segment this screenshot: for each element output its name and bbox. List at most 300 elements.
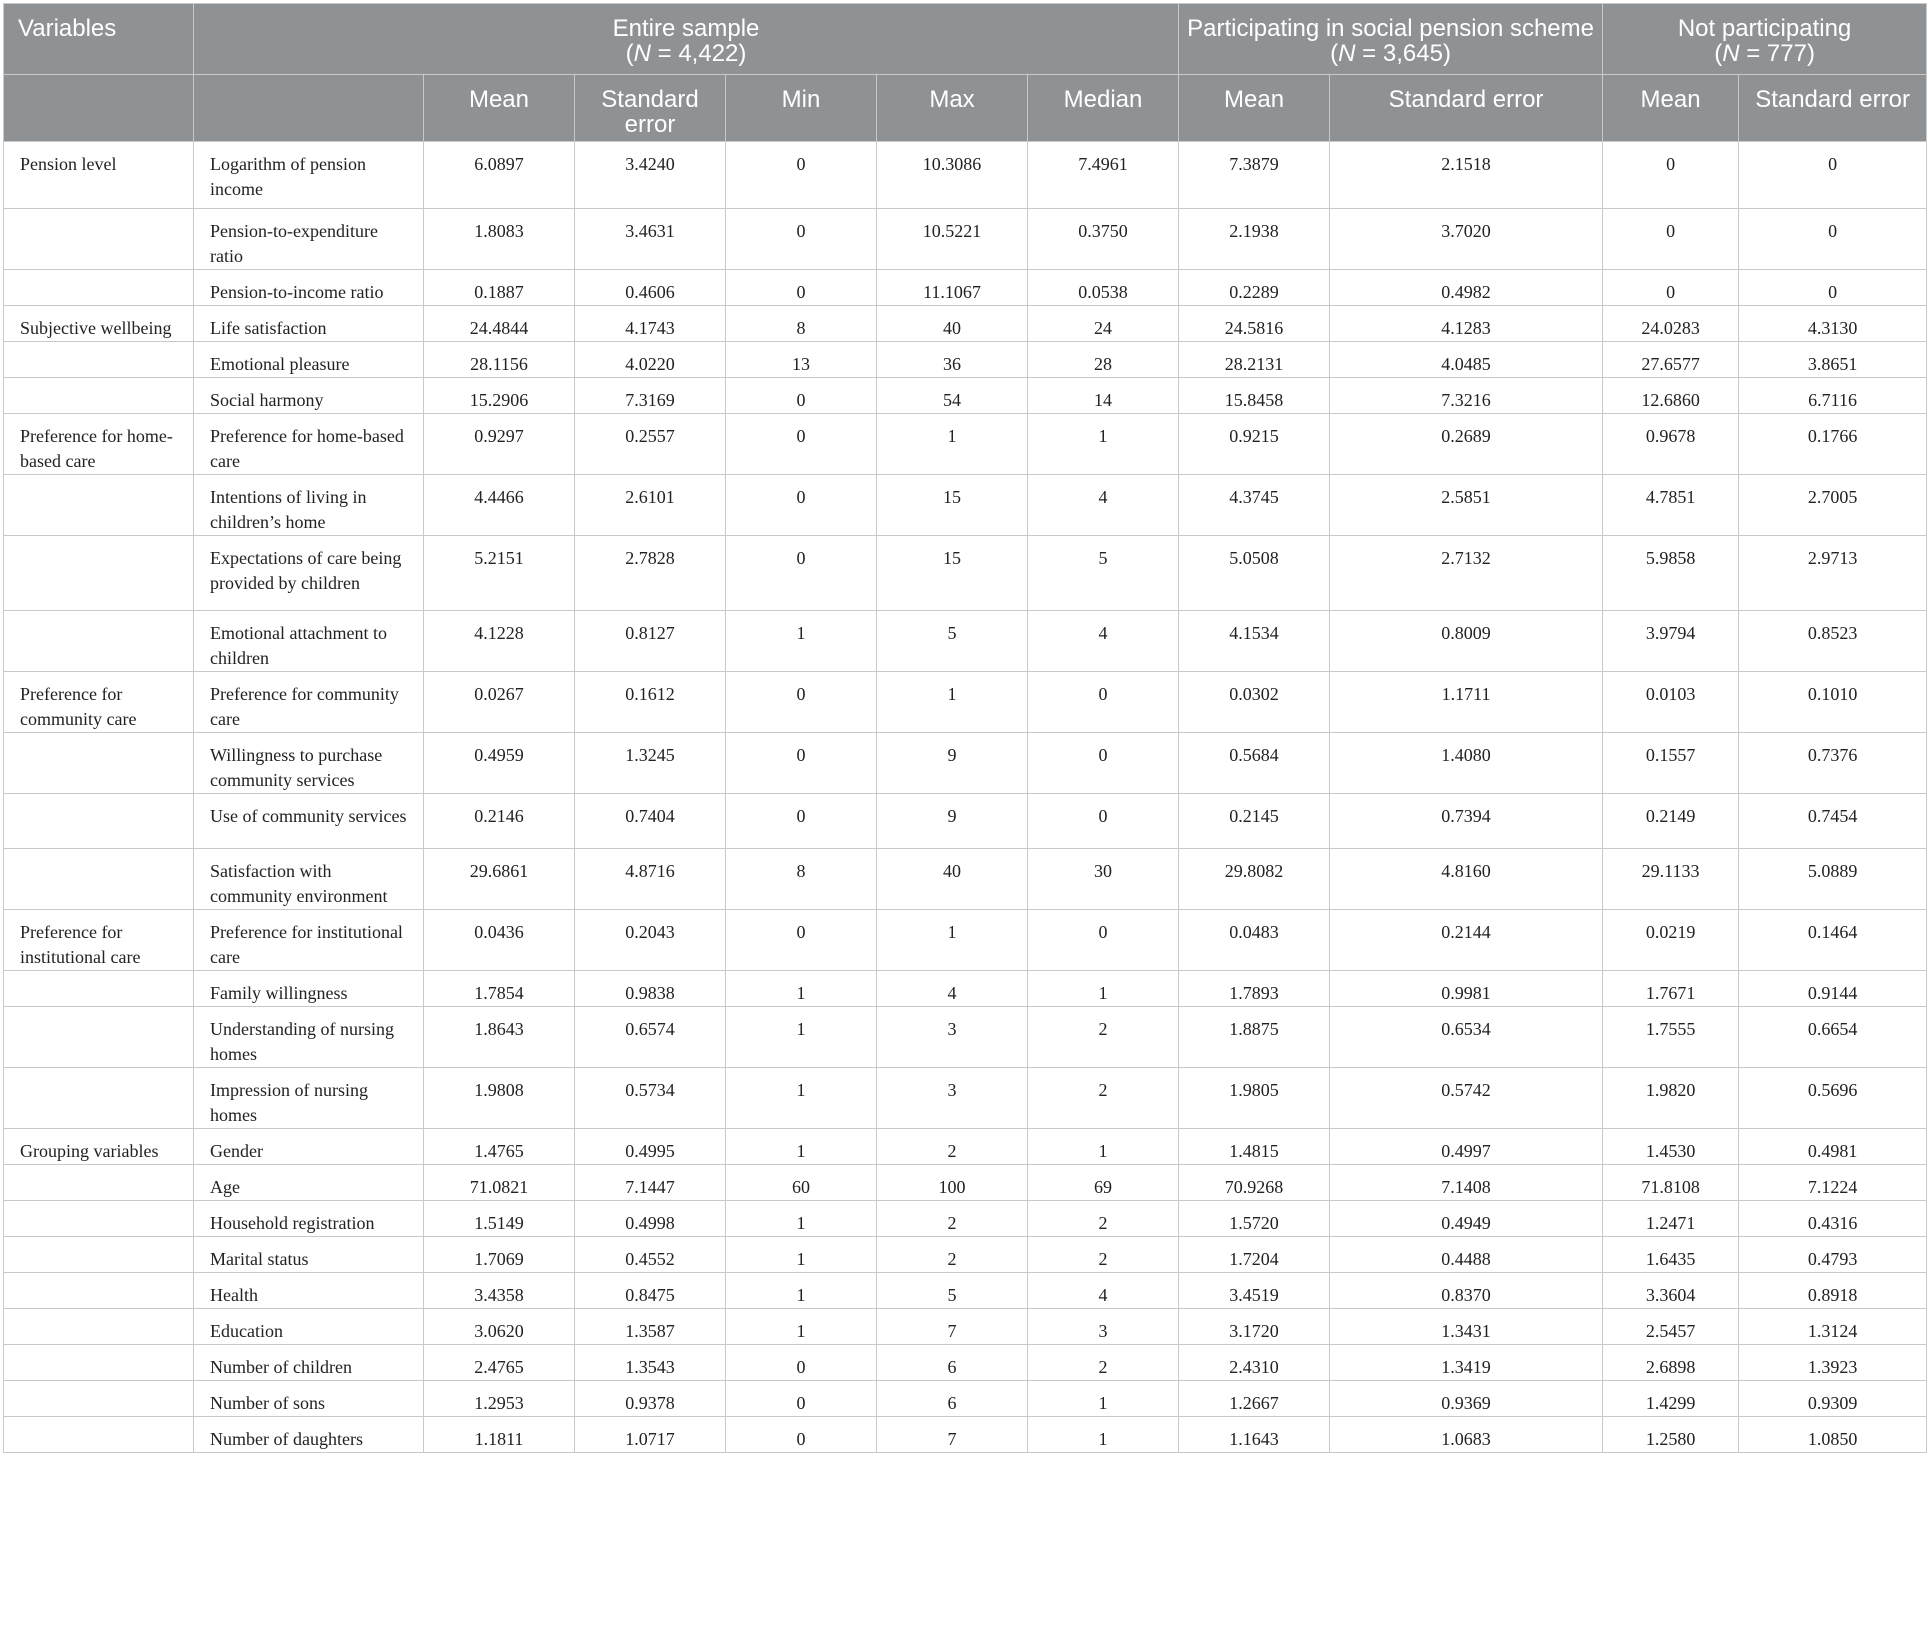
variable-label: Understanding of nursing homes — [194, 1007, 424, 1068]
value-cell: 2 — [877, 1129, 1028, 1165]
group-label — [4, 794, 194, 849]
value-cell: 10.3086 — [877, 142, 1028, 209]
variable-label: Willingness to purchase community services — [194, 733, 424, 794]
value-cell: 3.4240 — [575, 142, 726, 209]
value-cell: 5 — [877, 611, 1028, 672]
column-header: Standard error — [1739, 75, 1927, 142]
value-cell: 0.2149 — [1603, 794, 1739, 849]
value-cell: 3 — [877, 1068, 1028, 1129]
group-label — [4, 1237, 194, 1273]
group-label — [4, 1309, 194, 1345]
value-cell: 1 — [1028, 1417, 1179, 1453]
value-cell: 29.8082 — [1179, 849, 1330, 910]
value-cell: 0 — [726, 142, 877, 209]
value-cell: 0.4998 — [575, 1201, 726, 1237]
value-cell: 3.1720 — [1179, 1309, 1330, 1345]
header-row-columns — [4, 75, 1927, 142]
value-cell: 2 — [1028, 1068, 1179, 1129]
group-label: Subjective wellbeing — [4, 306, 194, 342]
variable-label: Number of sons — [194, 1381, 424, 1417]
value-cell: 0.9297 — [424, 414, 575, 475]
value-cell: 4.1534 — [1179, 611, 1330, 672]
value-cell: 2 — [1028, 1237, 1179, 1273]
table-row — [4, 1309, 1927, 1345]
table-row — [4, 306, 1927, 342]
variable-label: Marital status — [194, 1237, 424, 1273]
value-cell: 1.3431 — [1330, 1309, 1603, 1345]
value-cell: 1 — [726, 1273, 877, 1309]
value-cell: 1 — [726, 971, 877, 1007]
value-cell: 1.0717 — [575, 1417, 726, 1453]
table-row — [4, 209, 1927, 270]
variable-label: Social harmony — [194, 378, 424, 414]
value-cell: 29.6861 — [424, 849, 575, 910]
value-cell: 0 — [726, 1417, 877, 1453]
value-cell: 2.6898 — [1603, 1345, 1739, 1381]
value-cell: 0.7394 — [1330, 794, 1603, 849]
value-cell: 1.4530 — [1603, 1129, 1739, 1165]
value-cell: 1.7204 — [1179, 1237, 1330, 1273]
table-row — [4, 1273, 1927, 1309]
value-cell: 1 — [877, 414, 1028, 475]
variables-header: Variables — [4, 4, 194, 75]
value-cell: 3 — [1028, 1309, 1179, 1345]
value-cell: 4.0485 — [1330, 342, 1603, 378]
value-cell: 7.3169 — [575, 378, 726, 414]
value-cell: 1.5149 — [424, 1201, 575, 1237]
column-header: Standard error — [575, 75, 726, 142]
value-cell: 4.0220 — [575, 342, 726, 378]
table-row — [4, 270, 1927, 306]
value-cell: 0.8475 — [575, 1273, 726, 1309]
value-cell: 0.4606 — [575, 270, 726, 306]
value-cell: 0 — [726, 475, 877, 536]
value-cell: 0 — [726, 414, 877, 475]
value-cell: 1 — [726, 1237, 877, 1273]
value-cell: 69 — [1028, 1165, 1179, 1201]
value-cell: 2.5851 — [1330, 475, 1603, 536]
value-cell: 0 — [1739, 270, 1927, 306]
value-cell: 0.5734 — [575, 1068, 726, 1129]
value-cell: 2.4310 — [1179, 1345, 1330, 1381]
value-cell: 4 — [1028, 1273, 1179, 1309]
value-cell: 5.0889 — [1739, 849, 1927, 910]
value-cell: 7.1408 — [1330, 1165, 1603, 1201]
value-cell: 1.3923 — [1739, 1345, 1927, 1381]
value-cell: 0.4982 — [1330, 270, 1603, 306]
value-cell: 3.4631 — [575, 209, 726, 270]
value-cell: 0.7404 — [575, 794, 726, 849]
group-name: Entire sample — [612, 15, 760, 42]
value-cell: 0.4793 — [1739, 1237, 1927, 1273]
table-row — [4, 1165, 1927, 1201]
value-cell: 0.2043 — [575, 910, 726, 971]
value-cell: 1 — [877, 672, 1028, 733]
table-row — [4, 849, 1927, 910]
value-cell: 0.0219 — [1603, 910, 1739, 971]
value-cell: 24 — [1028, 306, 1179, 342]
value-cell: 1 — [1028, 1381, 1179, 1417]
value-cell: 2 — [1028, 1345, 1179, 1381]
variable-label: Pension-to-income ratio — [194, 270, 424, 306]
value-cell: 2 — [1028, 1201, 1179, 1237]
value-cell: 7.1224 — [1739, 1165, 1927, 1201]
value-cell: 1.9820 — [1603, 1068, 1739, 1129]
column-header: Mean — [1603, 75, 1739, 142]
value-cell: 24.5816 — [1179, 306, 1330, 342]
variable-label: Family willingness — [194, 971, 424, 1007]
value-cell: 0.1766 — [1739, 414, 1927, 475]
table-row — [4, 672, 1927, 733]
value-cell: 2.1938 — [1179, 209, 1330, 270]
group-label — [4, 342, 194, 378]
value-cell: 0.0302 — [1179, 672, 1330, 733]
value-cell: 3.9794 — [1603, 611, 1739, 672]
value-cell: 0.0483 — [1179, 910, 1330, 971]
value-cell: 0.1887 — [424, 270, 575, 306]
value-cell: 0 — [726, 270, 877, 306]
value-cell: 2 — [877, 1237, 1028, 1273]
value-cell: 0.2689 — [1330, 414, 1603, 475]
value-cell: 5.9858 — [1603, 536, 1739, 611]
value-cell: 1 — [726, 1007, 877, 1068]
column-header: Median — [1028, 75, 1179, 142]
value-cell: 15.2906 — [424, 378, 575, 414]
column-header: Standard error — [1330, 75, 1603, 142]
table-row — [4, 1129, 1927, 1165]
value-cell: 24.4844 — [424, 306, 575, 342]
value-cell: 0.1612 — [575, 672, 726, 733]
table-row — [4, 733, 1927, 794]
value-cell: 0.2145 — [1179, 794, 1330, 849]
value-cell: 0 — [1739, 142, 1927, 209]
value-cell: 2.6101 — [575, 475, 726, 536]
column-header: Min — [726, 75, 877, 142]
value-cell: 0 — [726, 1381, 877, 1417]
value-cell: 1.2471 — [1603, 1201, 1739, 1237]
table-row — [4, 611, 1927, 672]
value-cell: 9 — [877, 794, 1028, 849]
value-cell: 1.5720 — [1179, 1201, 1330, 1237]
value-cell: 1.4080 — [1330, 733, 1603, 794]
table-row — [4, 342, 1927, 378]
value-cell: 1.0683 — [1330, 1417, 1603, 1453]
value-cell: 71.0821 — [424, 1165, 575, 1201]
value-cell: 0.7376 — [1739, 733, 1927, 794]
value-cell: 0.2144 — [1330, 910, 1603, 971]
value-cell: 0 — [726, 910, 877, 971]
value-cell: 1.2667 — [1179, 1381, 1330, 1417]
value-cell: 0.1557 — [1603, 733, 1739, 794]
value-cell: 0.4995 — [575, 1129, 726, 1165]
value-cell: 0.9981 — [1330, 971, 1603, 1007]
value-cell: 8 — [726, 849, 877, 910]
value-cell: 0 — [1603, 270, 1739, 306]
value-cell: 0 — [1603, 142, 1739, 209]
value-cell: 3.4519 — [1179, 1273, 1330, 1309]
value-cell: 100 — [877, 1165, 1028, 1201]
value-cell: 6 — [877, 1345, 1028, 1381]
value-cell: 28.2131 — [1179, 342, 1330, 378]
value-cell: 27.6577 — [1603, 342, 1739, 378]
value-cell: 0.4981 — [1739, 1129, 1927, 1165]
value-cell: 1.3587 — [575, 1309, 726, 1345]
value-cell: 0.5684 — [1179, 733, 1330, 794]
value-cell: 0 — [1028, 672, 1179, 733]
variable-label: Life satisfaction — [194, 306, 424, 342]
group-name: Not participating — [1677, 15, 1852, 42]
value-cell: 1.4765 — [424, 1129, 575, 1165]
value-cell: 1.4815 — [1179, 1129, 1330, 1165]
value-cell: 0.2289 — [1179, 270, 1330, 306]
value-cell: 1 — [877, 910, 1028, 971]
value-cell: 0 — [1028, 794, 1179, 849]
value-cell: 4.4466 — [424, 475, 575, 536]
value-cell: 4.3745 — [1179, 475, 1330, 536]
value-cell: 7 — [877, 1417, 1028, 1453]
value-cell: 1.7893 — [1179, 971, 1330, 1007]
value-cell: 0.8918 — [1739, 1273, 1927, 1309]
value-cell: 0.2146 — [424, 794, 575, 849]
value-cell: 15.8458 — [1179, 378, 1330, 414]
group-label — [4, 1345, 194, 1381]
value-cell: 1.7671 — [1603, 971, 1739, 1007]
value-cell: 24.0283 — [1603, 306, 1739, 342]
value-cell: 3.3604 — [1603, 1273, 1739, 1309]
table-row — [4, 1201, 1927, 1237]
value-cell: 60 — [726, 1165, 877, 1201]
value-cell: 1.3124 — [1739, 1309, 1927, 1345]
value-cell: 0.6574 — [575, 1007, 726, 1068]
value-cell: 1.3543 — [575, 1345, 726, 1381]
value-cell: 4.1743 — [575, 306, 726, 342]
n-value: = 4,422 — [650, 40, 739, 67]
value-cell: 6 — [877, 1381, 1028, 1417]
table-row — [4, 1068, 1927, 1129]
value-cell: 1.7854 — [424, 971, 575, 1007]
column-header: Mean — [1179, 75, 1330, 142]
value-cell: 1.3245 — [575, 733, 726, 794]
value-cell: 9 — [877, 733, 1028, 794]
value-cell: 0 — [1603, 209, 1739, 270]
value-cell: 1 — [726, 611, 877, 672]
variable-label: Use of community services — [194, 794, 424, 849]
value-cell: 2 — [877, 1201, 1028, 1237]
value-cell: 0 — [1028, 733, 1179, 794]
group-label: Preference for community care — [4, 672, 194, 733]
value-cell: 0 — [726, 536, 877, 611]
variable-label: Number of daughters — [194, 1417, 424, 1453]
variable-label: Pension-to-expenditure ratio — [194, 209, 424, 270]
value-cell: 70.9268 — [1179, 1165, 1330, 1201]
column-header: Mean — [424, 75, 575, 142]
value-cell: 1.7555 — [1603, 1007, 1739, 1068]
value-cell: 30 — [1028, 849, 1179, 910]
group-name: Participating in social pension scheme — [1187, 15, 1594, 42]
empty-header-cell — [194, 75, 424, 142]
value-cell: 0.5696 — [1739, 1068, 1927, 1129]
table-row — [4, 1237, 1927, 1273]
value-cell: 1.8643 — [424, 1007, 575, 1068]
value-cell: 40 — [877, 849, 1028, 910]
value-cell: 1.9808 — [424, 1068, 575, 1129]
table-row — [4, 910, 1927, 971]
value-cell: 4.3130 — [1739, 306, 1927, 342]
n-value: = 777 — [1739, 40, 1807, 67]
table-row — [4, 794, 1927, 849]
value-cell: 3 — [877, 1007, 1028, 1068]
value-cell: 0 — [726, 794, 877, 849]
value-cell: 4.8716 — [575, 849, 726, 910]
value-cell: 2.7828 — [575, 536, 726, 611]
value-cell: 0.4488 — [1330, 1237, 1603, 1273]
variable-label: Impression of nursing homes — [194, 1068, 424, 1129]
value-cell: 3.8651 — [1739, 342, 1927, 378]
value-cell: 0.4552 — [575, 1237, 726, 1273]
value-cell: 0.8523 — [1739, 611, 1927, 672]
variable-label: Preference for institutional care — [194, 910, 424, 971]
group-label — [4, 971, 194, 1007]
value-cell: 3.0620 — [424, 1309, 575, 1345]
value-cell: 0 — [726, 733, 877, 794]
value-cell: 0.4997 — [1330, 1129, 1603, 1165]
value-cell: 0.8009 — [1330, 611, 1603, 672]
value-cell: 1.1643 — [1179, 1417, 1330, 1453]
group-label: Grouping variables — [4, 1129, 194, 1165]
value-cell: 1.1811 — [424, 1417, 575, 1453]
value-cell: 7 — [877, 1309, 1028, 1345]
n-label: N — [1722, 40, 1740, 67]
value-cell: 0 — [1028, 910, 1179, 971]
value-cell: 2.9713 — [1739, 536, 1927, 611]
value-cell: 7.4961 — [1028, 142, 1179, 209]
table-row — [4, 1007, 1927, 1068]
variable-label: Age — [194, 1165, 424, 1201]
value-cell: 71.8108 — [1603, 1165, 1739, 1201]
group-header-entire-sample: Entire sample (N = 4,422) — [194, 4, 1179, 75]
variable-label: Gender — [194, 1129, 424, 1165]
value-cell: 0.8370 — [1330, 1273, 1603, 1309]
value-cell: 1.4299 — [1603, 1381, 1739, 1417]
group-label — [4, 1068, 194, 1129]
value-cell: 2.4765 — [424, 1345, 575, 1381]
column-header: Max — [877, 75, 1028, 142]
value-cell: 8 — [726, 306, 877, 342]
value-cell: 0.9369 — [1330, 1381, 1603, 1417]
value-cell: 36 — [877, 342, 1028, 378]
value-cell: 5.2151 — [424, 536, 575, 611]
value-cell: 0.1464 — [1739, 910, 1927, 971]
group-label: Preference for institutional care — [4, 910, 194, 971]
variable-label: Expectations of care being provided by children — [194, 536, 424, 611]
value-cell: 1.2953 — [424, 1381, 575, 1417]
value-cell: 4.8160 — [1330, 849, 1603, 910]
group-label — [4, 733, 194, 794]
variable-label: Intentions of living in children’s home — [194, 475, 424, 536]
variable-label: Emotional pleasure — [194, 342, 424, 378]
value-cell: 2.7132 — [1330, 536, 1603, 611]
value-cell: 10.5221 — [877, 209, 1028, 270]
value-cell: 5 — [877, 1273, 1028, 1309]
value-cell: 4 — [1028, 475, 1179, 536]
table-row — [4, 378, 1927, 414]
value-cell: 5 — [1028, 536, 1179, 611]
value-cell: 0.0436 — [424, 910, 575, 971]
value-cell: 13 — [726, 342, 877, 378]
value-cell: 12.6860 — [1603, 378, 1739, 414]
value-cell: 1 — [1028, 971, 1179, 1007]
value-cell: 0.0103 — [1603, 672, 1739, 733]
value-cell: 54 — [877, 378, 1028, 414]
value-cell: 4.1283 — [1330, 306, 1603, 342]
value-cell: 1.7069 — [424, 1237, 575, 1273]
table-row — [4, 1381, 1927, 1417]
value-cell: 1.9805 — [1179, 1068, 1330, 1129]
value-cell: 0.5742 — [1330, 1068, 1603, 1129]
value-cell: 1.8875 — [1179, 1007, 1330, 1068]
variable-label: Education — [194, 1309, 424, 1345]
value-cell: 0.3750 — [1028, 209, 1179, 270]
variable-label: Emotional attachment to children — [194, 611, 424, 672]
value-cell: 2.1518 — [1330, 142, 1603, 209]
value-cell: 0 — [726, 378, 877, 414]
variable-label: Preference for home-based care — [194, 414, 424, 475]
value-cell: 29.1133 — [1603, 849, 1739, 910]
value-cell: 0.4949 — [1330, 1201, 1603, 1237]
group-label: Preference for home-based care — [4, 414, 194, 475]
value-cell: 4 — [1028, 611, 1179, 672]
group-label — [4, 209, 194, 270]
value-cell: 6.0897 — [424, 142, 575, 209]
value-cell: 11.1067 — [877, 270, 1028, 306]
value-cell: 2.5457 — [1603, 1309, 1739, 1345]
value-cell: 0.9309 — [1739, 1381, 1927, 1417]
value-cell: 6.7116 — [1739, 378, 1927, 414]
n-value: = 3,645 — [1355, 40, 1443, 67]
value-cell: 3.7020 — [1330, 209, 1603, 270]
value-cell: 1.2580 — [1603, 1417, 1739, 1453]
value-cell: 0.6534 — [1330, 1007, 1603, 1068]
value-cell: 1 — [726, 1129, 877, 1165]
value-cell: 1.3419 — [1330, 1345, 1603, 1381]
table-row — [4, 536, 1927, 611]
value-cell: 4.1228 — [424, 611, 575, 672]
value-cell: 0.7454 — [1739, 794, 1927, 849]
value-cell: 1 — [726, 1068, 877, 1129]
variable-label: Preference for community care — [194, 672, 424, 733]
value-cell: 0.4316 — [1739, 1201, 1927, 1237]
variable-label: Household registration — [194, 1201, 424, 1237]
value-cell: 0.1010 — [1739, 672, 1927, 733]
value-cell: 0.9678 — [1603, 414, 1739, 475]
value-cell: 2.7005 — [1739, 475, 1927, 536]
group-label — [4, 1007, 194, 1068]
header-row-groups — [4, 4, 1927, 75]
n-label: N — [1338, 40, 1356, 67]
value-cell: 4 — [877, 971, 1028, 1007]
value-cell: 2 — [1028, 1007, 1179, 1068]
value-cell: 0 — [726, 209, 877, 270]
group-label: Pension level — [4, 142, 194, 209]
value-cell: 7.1447 — [575, 1165, 726, 1201]
value-cell: 14 — [1028, 378, 1179, 414]
table-row — [4, 142, 1927, 209]
group-label — [4, 1273, 194, 1309]
value-cell: 3.4358 — [424, 1273, 575, 1309]
value-cell: 0.9378 — [575, 1381, 726, 1417]
value-cell: 1 — [726, 1309, 877, 1345]
value-cell: 40 — [877, 306, 1028, 342]
